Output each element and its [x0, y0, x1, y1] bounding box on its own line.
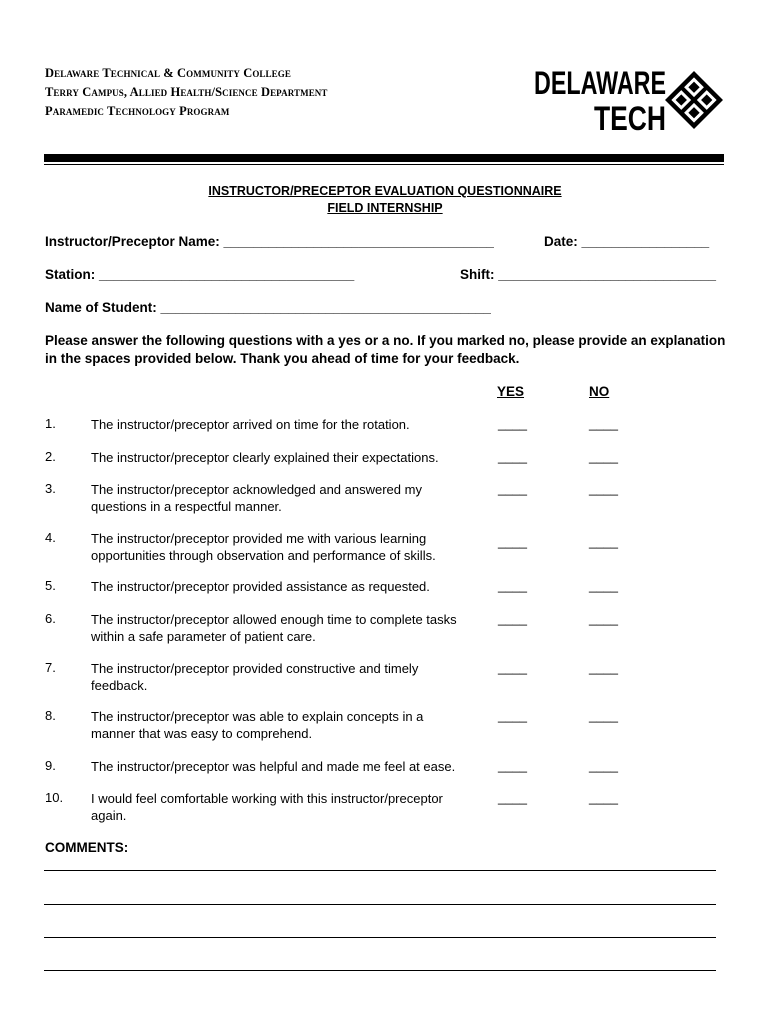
student-name-field[interactable]: Name of Student: ____________________________________________ [45, 300, 491, 315]
question-text: The instructor/preceptor clearly explained their expectations. [91, 450, 439, 465]
question-text: The instructor/preceptor was able to explain concepts in a manner that was easy to comprehend. [91, 709, 424, 741]
form-title: INSTRUCTOR/PRECEPTOR EVALUATION QUESTIONNAIRE [208, 184, 562, 198]
yes-answer-blank[interactable]: ____ [498, 758, 527, 773]
no-answer-blank[interactable]: ____ [589, 790, 618, 805]
no-answer-blank[interactable]: ____ [589, 578, 618, 593]
yes-column-header: YES [497, 384, 525, 399]
yes-answer-blank[interactable]: ____ [498, 416, 527, 431]
college-name: Delaware Technical & Community College [45, 66, 291, 80]
no-answer-blank[interactable]: ____ [589, 611, 618, 626]
no-answer-blank[interactable]: ____ [589, 660, 618, 675]
no-answer-blank[interactable]: ____ [589, 481, 618, 496]
question-number: 8. [45, 708, 56, 723]
yes-answer-blank[interactable]: ____ [498, 534, 527, 549]
comment-line[interactable] [44, 870, 716, 871]
date-field[interactable]: Date: _________________ [544, 234, 710, 249]
shift-field[interactable]: Shift: _____________________________ [460, 267, 716, 282]
yes-answer-blank[interactable]: ____ [498, 578, 527, 593]
form-subtitle: FIELD INTERNSHIP [327, 201, 443, 215]
logo-line-2: TECH [594, 100, 666, 136]
question-text: The instructor/preceptor arrived on time for the rotation. [91, 417, 410, 432]
question-text: The instructor/preceptor allowed enough time to complete tasks within a safe parameter of patient care. [91, 612, 457, 644]
question-number: 1. [45, 416, 56, 431]
header-rule-thin [44, 164, 724, 165]
question-number: 5. [45, 578, 56, 593]
question-number: 3. [45, 481, 56, 496]
question-number: 9. [45, 758, 56, 773]
comment-line[interactable] [44, 970, 716, 971]
question-text: The instructor/preceptor provided constructive and timely feedback. [91, 661, 419, 693]
program-name: Paramedic Technology Program [45, 104, 230, 118]
question-text: The instructor/preceptor acknowledged and answered my questions in a respectful manner. [91, 482, 422, 514]
delaware-tech-logo [534, 64, 724, 136]
question-number: 4. [45, 530, 56, 545]
no-answer-blank[interactable]: ____ [589, 449, 618, 464]
no-column-header: NO [589, 384, 610, 399]
campus-department: Terry Campus, Allied Health/Science Department [45, 85, 328, 99]
instructor-name-field[interactable]: Instructor/Preceptor Name: ____________________________________ [45, 234, 494, 249]
question-number: 2. [45, 449, 56, 464]
question-text: I would feel comfortable working with this instructor/preceptor again. [91, 791, 443, 823]
yes-answer-blank[interactable]: ____ [498, 611, 527, 626]
logo-line-1: DELAWARE [534, 65, 666, 101]
comment-line[interactable] [44, 904, 716, 905]
yes-answer-blank[interactable]: ____ [498, 708, 527, 723]
comments-label: COMMENTS: [45, 840, 129, 855]
no-answer-blank[interactable]: ____ [589, 758, 618, 773]
yes-answer-blank[interactable]: ____ [498, 481, 527, 496]
comment-line[interactable] [44, 937, 716, 938]
no-answer-blank[interactable]: ____ [589, 416, 618, 431]
question-text: The instructor/preceptor provided me with various learning opportunities through observation and performance of skills. [91, 531, 436, 563]
question-number: 10. [45, 790, 64, 805]
header-rule-thick [44, 154, 724, 162]
yes-answer-blank[interactable]: ____ [498, 790, 527, 805]
station-field[interactable]: Station: __________________________________ [45, 267, 355, 282]
yes-answer-blank[interactable]: ____ [498, 449, 527, 464]
diamond-lattice-icon [534, 64, 724, 136]
question-text: The instructor/preceptor provided assistance as requested. [91, 579, 430, 594]
yes-answer-blank[interactable]: ____ [498, 660, 527, 675]
question-number: 6. [45, 611, 56, 626]
question-text: The instructor/preceptor was helpful and made me feel at ease. [91, 759, 456, 774]
no-answer-blank[interactable]: ____ [589, 708, 618, 723]
question-number: 7. [45, 660, 56, 675]
instructions-text: Please answer the following questions with a yes or a no. If you marked no, please provide an explanation in the spaces provided below. Thank you ahead of time for your feedback. [45, 333, 726, 366]
no-answer-blank[interactable]: ____ [589, 534, 618, 549]
